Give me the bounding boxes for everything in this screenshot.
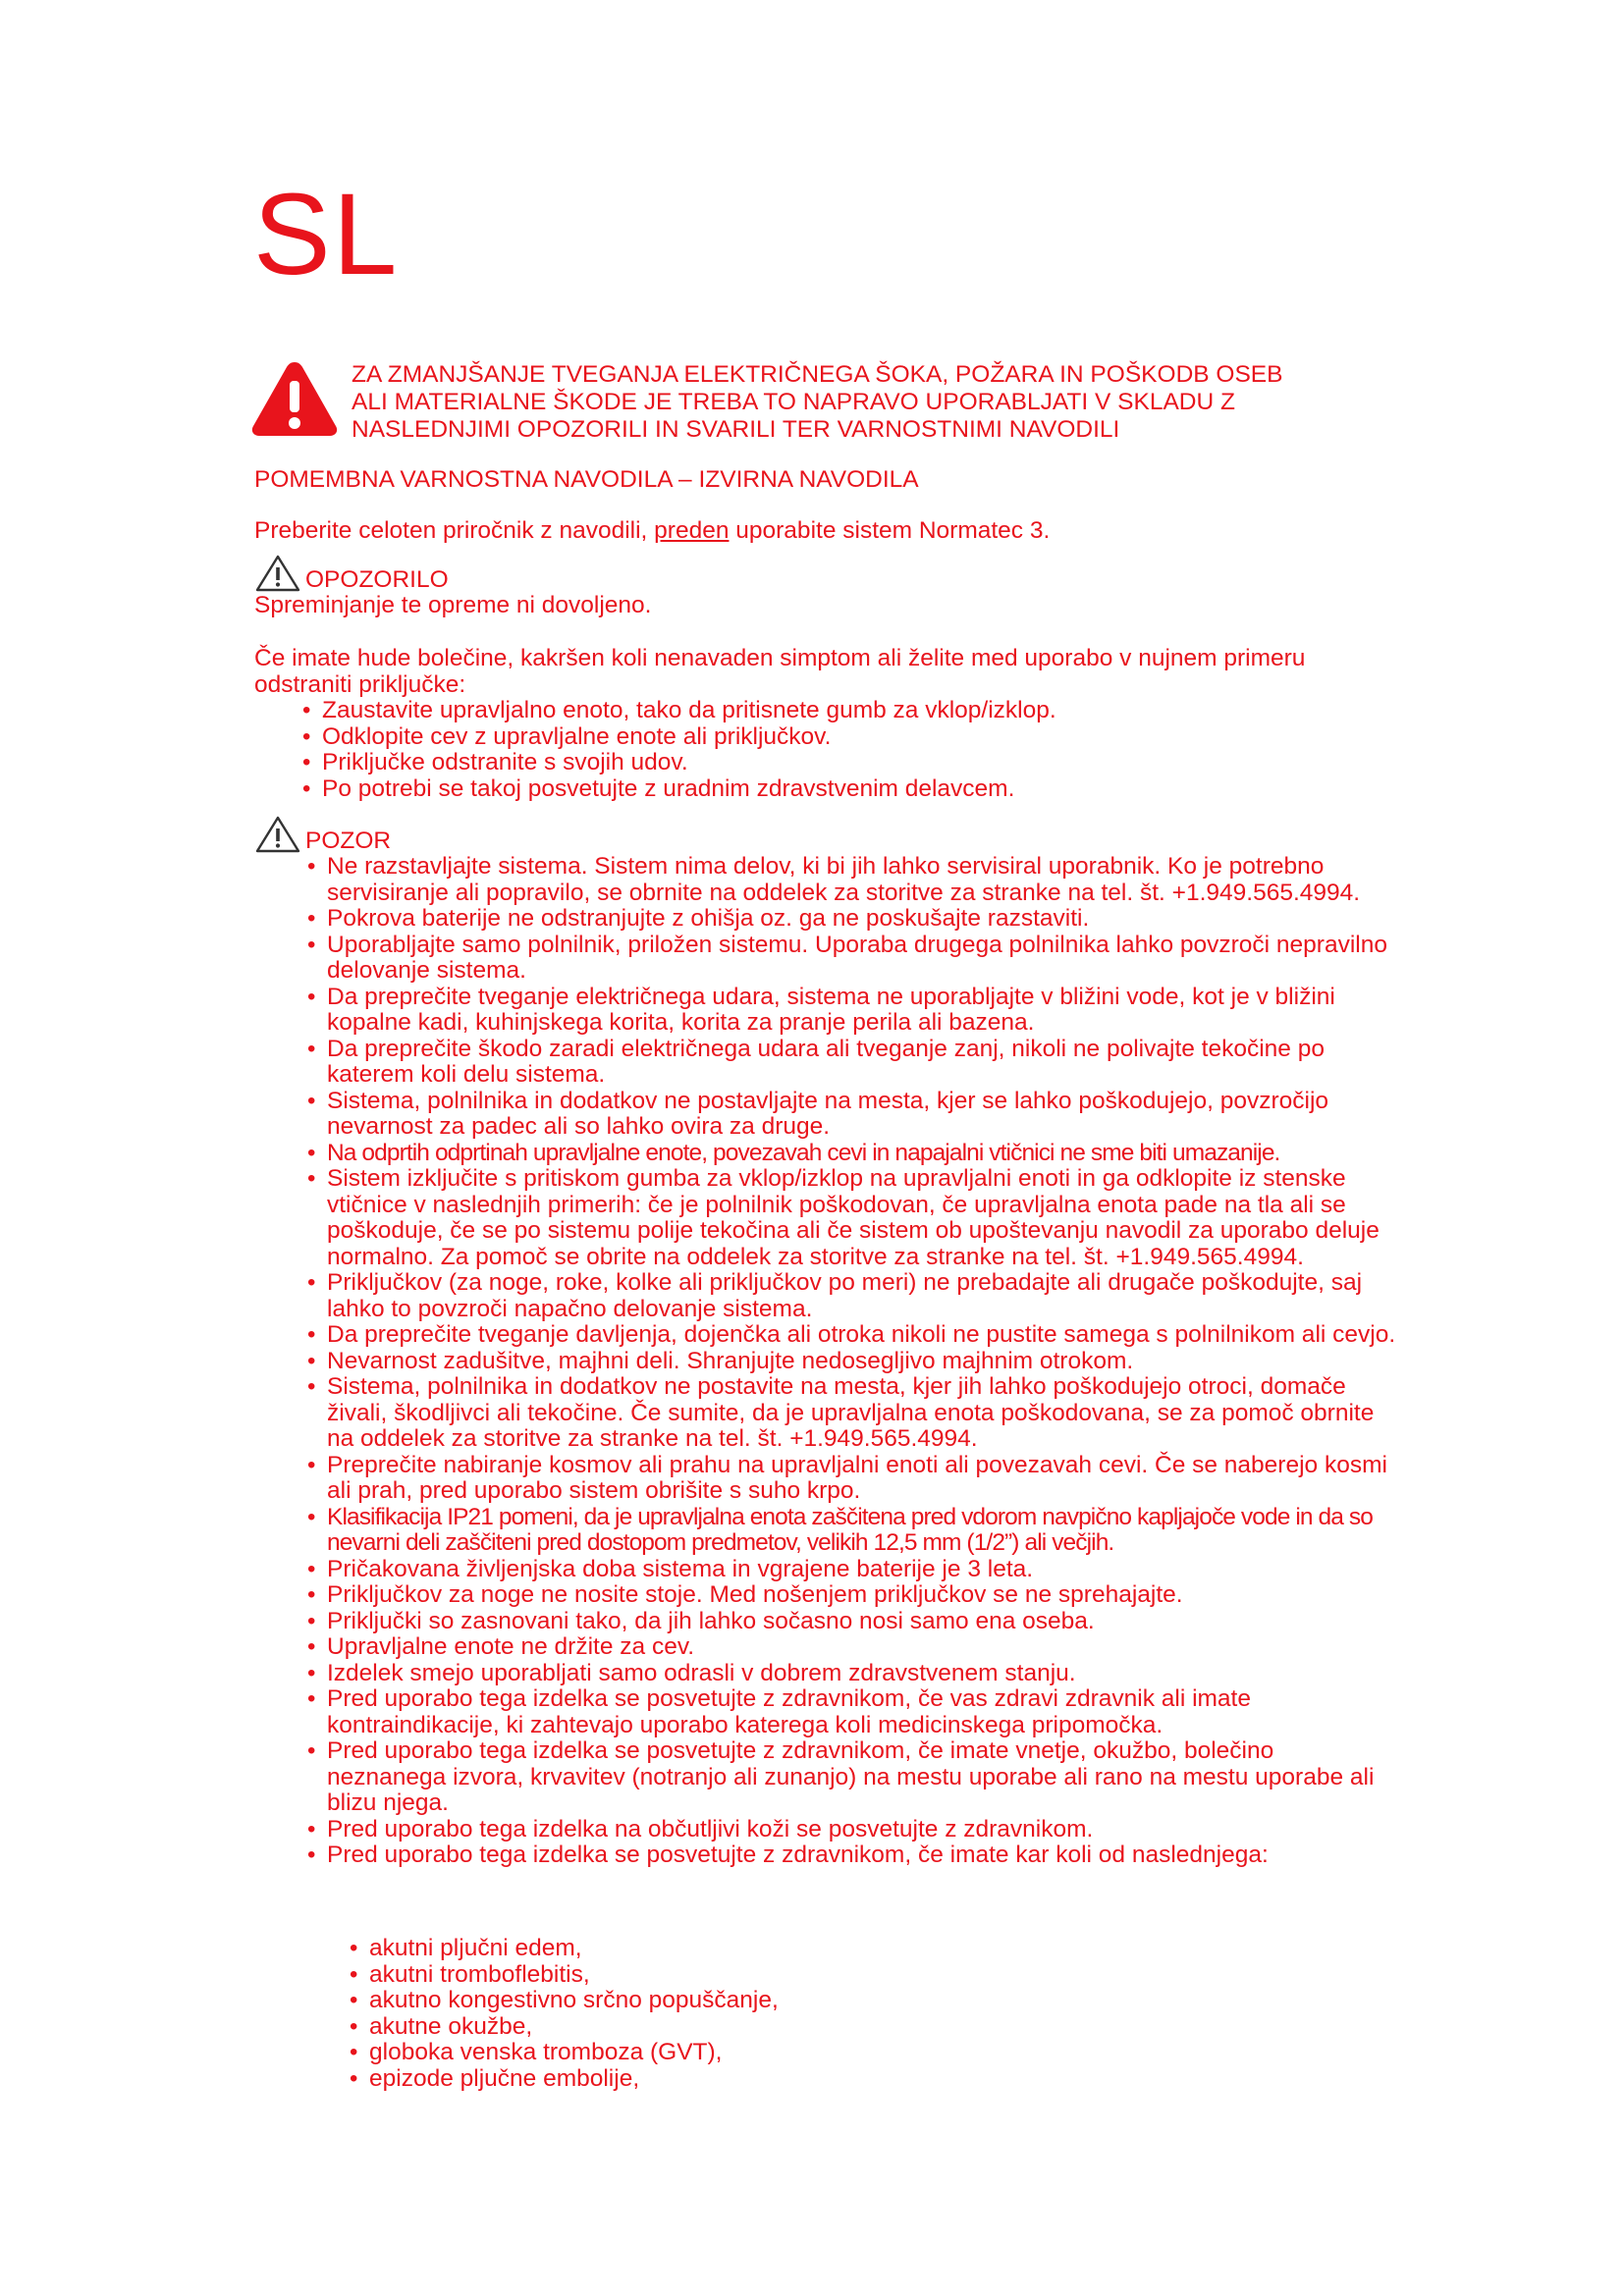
list-item: • Sistem izključite s pritiskom gumba za vklop/izklop na upravljalni enoti in ga odklopite iz stenske vtičnice v naslednjih primerih: če je polnilnik poškodovan, če upravljalna enota pade na tla ali se poškoduje, če se po sistemu polije tekočina ali če sistem ob upoštevanju navodil za uporabo deluje normalno. Za pomoč se obrite na oddelek za storitve za stranke na tel. št. +1.949.565.4994. — [309, 1166, 1399, 1270]
list-item: • Pred uporabo tega izdelka na občutljivi koži se posvetujte z zdravnikom. — [309, 1817, 1399, 1843]
read-manual-before: Preberite celoten priročnik z navodili, — [254, 517, 655, 544]
list-item: • Priključkov (za noge, roke, kolke ali priključkov po meri) ne prebadajte ali drugače poškodujte, saj lahko to povzroči napačno delovanje sistema. — [309, 1270, 1399, 1322]
list-item: • Priključke odstranite s svojih udov. — [304, 750, 1394, 776]
list-item: • Zaustavite upravljalno enoto, tako da pritisnete gumb za vklop/izklop. — [304, 698, 1394, 724]
warning-section-title: OPOZORILO — [305, 565, 449, 593]
list-item: • Uporabljajte samo polnilnik, priložen sistemu. Uporaba drugega polnilnika lahko povzroči nepravilno delovanje sistema. — [309, 933, 1399, 985]
warning-header-line: NASLEDNJIMI OPOZORILI IN SVARILI TER VARNOSTNIMI NAVODILI — [352, 416, 1120, 443]
read-manual-text — [254, 518, 1393, 545]
caution-section-heading — [254, 815, 1393, 854]
warning-section-text: Spreminjanje te opreme ni dovoljeno. — [254, 592, 652, 618]
warning-outline-icon — [254, 554, 301, 593]
list-item: • Pokrova baterije ne odstranjujte z ohišja oz. ga ne poskušajte razstaviti. — [309, 906, 1399, 933]
list-item: • globoka venska tromboza (GVT), — [350, 2040, 1135, 2066]
list-item: • Sistema, polnilnika in dodatkov ne postavite na mesta, kjer jih lahko poškodujejo otroci, domače živali, škodljivci ali tekočine. Če sumite, da je upravljalna enota poškodovana, se za pomoč obrnite na oddelek za storitve za stranke na tel. št. +1.949.565.4994. — [309, 1374, 1399, 1453]
list-item: • Da preprečite tveganje električnega udara, sistema ne uporabljajte v bližini vode, kot je v bližini kopalne kadi, kuhinjskega korita, korita za pranje perila ali bazena. — [309, 985, 1399, 1037]
warning-section-heading — [254, 554, 1393, 593]
list-item: • Priključkov za noge ne nosite stoje. Med nošenjem priključkov se ne sprehajajte. — [309, 1582, 1399, 1609]
caution-outline-icon — [254, 815, 301, 854]
list-item: • akutne okužbe, — [350, 2014, 1135, 2041]
caution-heading-row — [254, 815, 1393, 854]
list-item: • Sistema, polnilnika in dodatkov ne postavljajte na mesta, kjer se lahko poškodujejo, povzročijo nevarnost za padec ali so lahko ovira za druge. — [309, 1089, 1399, 1141]
list-item: • Upravljalne enote ne držite za cev. — [309, 1634, 1399, 1661]
list-item: • Nevarnost zadušitve, majhni deli. Shranjujte nedosegljivo majhnim otrokom. — [309, 1349, 1399, 1375]
list-item: • Ne razstavljajte sistema. Sistem nima delov, ki bi jih lahko servisiral uporabnik. Ko je potrebno servisiranje ali popravilo, se obrnite na oddelek za storitve za stranke na tel. št. +1.949.565.4994. — [309, 854, 1399, 906]
important-instructions-title: POMEMBNA VARNOSTNA NAVODILA – IZVIRNA NAVODILA — [254, 466, 919, 493]
list-item: • Pred uporabo tega izdelka se posvetujte z zdravnikom, če imate kar koli od naslednjega: — [309, 1842, 1399, 1869]
warning-triangle-icon — [250, 359, 339, 438]
list-item: • Da preprečite škodo zaradi električnega udara ali tveganje zanj, nikoli ne polivajte tekočine po katerem koli delu sistema. — [309, 1037, 1399, 1089]
list-item: • Po potrebi se takoj posvetujte z uradnim zdravstvenim delavcem. — [304, 776, 1394, 803]
list-item: • akutni tromboflebitis, — [350, 1962, 1135, 1989]
warning-section — [254, 554, 1393, 619]
list-item: • Klasifikacija IP21 pomeni, da je upravljalna enota zaščitena pred vdorom navpično kapljajoče vode in da so nevarni deli zaščiteni pred dostopom predmetov, velikih 12,5 mm (1/2”) ali večjih. — [309, 1505, 1399, 1557]
pain-steps-list — [304, 698, 1394, 802]
warning-header-line: ALI MATERIALNE ŠKODE JE TREBA TO NAPRAVO UPORABLJATI V SKLADU Z — [352, 389, 1235, 415]
pain-intro-text: Če imate hude bolečine, kakršen koli nenavaden simptom ali želite med uporabo v nujnem primeru odstraniti priključke: — [254, 645, 1306, 698]
list-item: • Da preprečite tveganje davljenja, dojenčka ali otroka nikoli ne pustite samega s polnilnikom ali cevjo. — [309, 1322, 1399, 1349]
list-item: • Izdelek smejo uporabljati samo odrasli v dobrem zdravstvenem stanju. — [309, 1661, 1399, 1687]
warning-header-line: ZA ZMANJŠANJE TVEGANJA ELEKTRIČNEGA ŠOKA, POŽARA IN POŠKODB OSEB — [352, 361, 1283, 388]
read-manual-after: uporabite sistem Normatec 3. — [729, 517, 1051, 544]
language-code: SL — [253, 170, 400, 299]
list-item: • akutni pljučni edem, — [350, 1936, 1135, 1962]
read-manual-underlined: preden — [654, 517, 730, 544]
list-item: • Pred uporabo tega izdelka se posvetujte z zdravnikom, če vas zdravi zdravnik ali imate kontraindikacije, ki zahtevajo uporabo katerega koli medicinskega pripomočka. — [309, 1686, 1399, 1738]
list-item: • Pred uporabo tega izdelka se posvetujte z zdravnikom, če imate vnetje, okužbo, bolečino neznanega izvora, krvavitev (notranjo ali zunanjo) na mestu uporabe ali rano na mestu uporabe ali blizu njega. — [309, 1738, 1399, 1817]
list-item: • Na odprtih odprtinah upravljalne enote, povezavah cevi in napajalni vtičnici ne sme biti umazanije. — [309, 1141, 1399, 1167]
list-item: • Preprečite nabiranje kosmov ali prahu na upravljalni enoti ali povezavah cevi. Če se naberejo kosmi ali prah, pred uporabo sistem obrišite s suho krpo. — [309, 1453, 1399, 1505]
list-item: • epizode pljučne embolije, — [350, 2066, 1135, 2093]
list-item: • Priključki so zasnovani tako, da jih lahko sočasno nosi samo ena oseba. — [309, 1609, 1399, 1635]
caution-list — [309, 854, 1399, 1869]
list-item: • Pričakovana življenjska doba sistema in vgrajene baterije je 3 leta. — [309, 1557, 1399, 1583]
list-item: • akutno kongestivno srčno popuščanje, — [350, 1988, 1135, 2014]
conditions-list — [350, 1936, 1135, 2092]
safety-warning-header — [352, 361, 1392, 444]
caution-section-title: POZOR — [305, 827, 392, 854]
list-item: • Odklopite cev z upravljalne enote ali priključkov. — [304, 724, 1394, 751]
